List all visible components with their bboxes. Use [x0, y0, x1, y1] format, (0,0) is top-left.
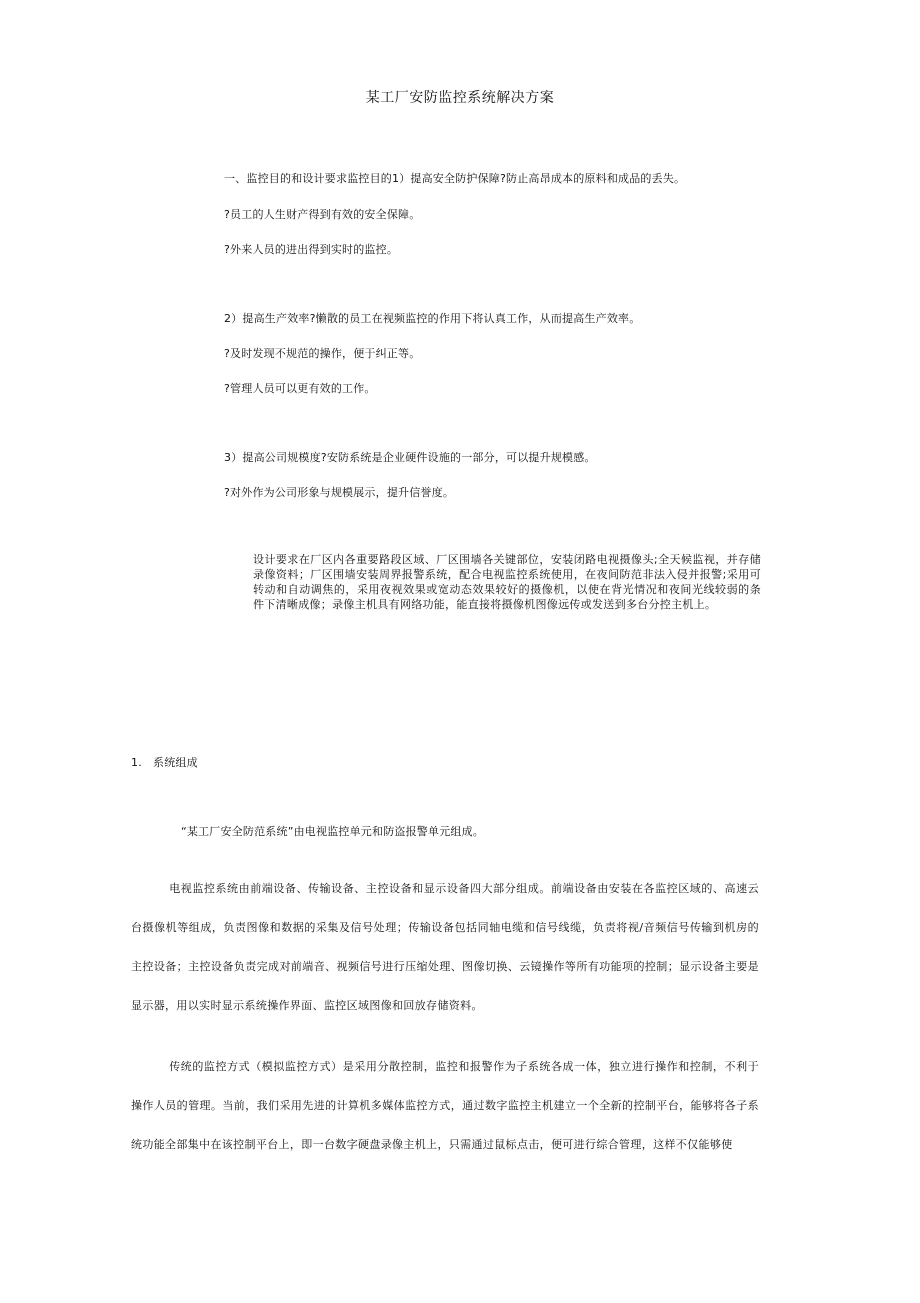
- body-paragraph-1: [131, 869, 759, 1025]
- body-paragraph-1-text: 电视监控系统由前端设备、传输设备、主控设备和显示设备四大部分组成。前端设备由安装在各监控区域的、高速云台摄像机等组成，负责图像和数据的采集及信号处理；传输设备包括同轴电缆和信号线缆，负责将视/音频信号传输到机房的主控设备；主控设备负责完成对前端音、视频信号进行压缩处理、图像切换、云镜操作等所有功能项的控制；显示设备主要是显示器，用以实时显示系统操作界面、监控区域图像和回放存储资料。: [131, 882, 759, 1012]
- page-title: 某工厂安防监控系统解决方案: [365, 90, 555, 106]
- section-title: 系统组成: [153, 756, 198, 769]
- text-line-7: 3）提高公司规模度?安防系统是企业硬件设施的一部分，可以提升规模感。: [224, 451, 596, 464]
- intro-line: “某工厂安全防范系统”由电视监控单元和防盗报警单元组成。: [181, 825, 484, 838]
- text-line-4: 2）提高生产效率?懒散的员工在视频监控的作用下将认真工作，从而提高生产效率。: [224, 312, 641, 325]
- text-line-8: ?对外作为公司形象与规模展示，提升信誉度。: [224, 486, 455, 499]
- text-line-1: 一、监控目的和设计要求监控目的1）提高安全防护保障?防止高昂成本的原料和成品的丢失。: [224, 172, 686, 185]
- text-line-3: ?外来人员的进出得到实时的监控。: [224, 243, 399, 256]
- text-line-6: ?管理人员可以更有效的工作。: [224, 382, 376, 395]
- text-line-5: ?及时发现不规范的操作，便于纠正等。: [224, 347, 421, 360]
- design-requirements-paragraph: 设计要求在厂区内各重要路段区域、厂区围墙各关键部位，安装闭路电视摄像头;全天候监视，并存储录像资料；厂区围墙安装周界报警系统，配合电视监控系统使用，在夜间防范非法入侵并报警;采用可转动和自动调焦的，采用夜视效果或宽动态效果较好的摄像机，以使在背光情况和夜间光线较弱的条件下清晰成像；录像主机具有网络功能，能直接将摄像机图像远传或发送到多台分控主机上。: [253, 553, 761, 611]
- section-number: 1.: [131, 756, 142, 769]
- section-heading: [131, 756, 198, 770]
- body-paragraph-2-text: 传统的监控方式（模拟监控方式）是采用分散控制，监控和报警作为子系统各成一体，独立进行操作和控制，不利于操作人员的管理。当前，我们采用先进的计算机多媒体监控方式，通过数字监控主机建立一个全新的控制平台，能够将各子系统功能全部集中在该控制平台上，即一台数字硬盘录像主机上，只需通过鼠标点击，便可进行综合管理，这样不仅能够使: [131, 1060, 759, 1151]
- body-paragraph-2: [131, 1047, 759, 1164]
- text-line-2: ?员工的人生财产得到有效的安全保障。: [224, 208, 421, 221]
